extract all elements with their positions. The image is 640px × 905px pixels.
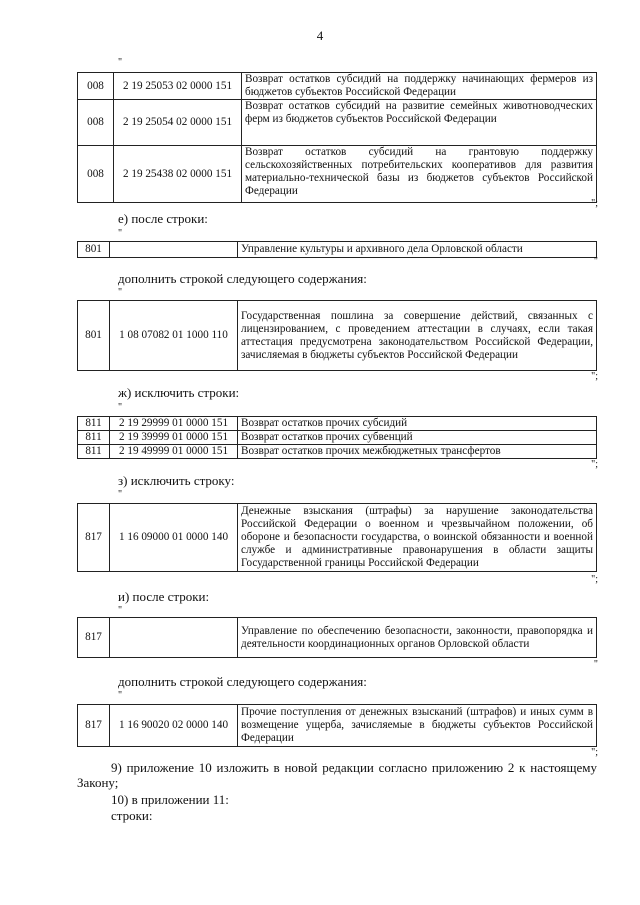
table-5: [77, 503, 597, 572]
table-cell-code: 817: [78, 705, 110, 747]
table-row: [78, 417, 597, 431]
item-z: з) исключить строку:: [118, 473, 235, 488]
table-row: [78, 445, 597, 459]
table-cell-code: 817: [78, 618, 110, 658]
table-row: [78, 301, 597, 371]
table-cell-kbk: [110, 618, 238, 658]
item-e: е) после строки:: [118, 211, 208, 226]
table-cell-code: 801: [78, 301, 110, 371]
quote-close: ": [593, 659, 598, 670]
add-row-text: дополнить строкой следующего содержания:: [118, 674, 367, 689]
table-cell-name: Прочие поступления от денежных взысканий (штрафов) и иных сумм в возмещение ущерба, зачисляемые в бюджеты субъектов Российской Федерации: [238, 705, 597, 747]
table-3: [77, 300, 597, 371]
table-cell-code: 008: [78, 146, 114, 203]
table-cell-kbk: [110, 242, 238, 258]
quote-open: ": [118, 57, 123, 68]
table-cell-kbk: 2 19 49999 01 0000 151: [110, 445, 238, 459]
table-row: [78, 73, 597, 100]
quote-close: ";: [591, 747, 598, 758]
table-1: [77, 72, 597, 203]
page-number: 4: [316, 28, 324, 43]
table-cell-kbk: 1 08 07082 01 1000 110: [110, 301, 238, 371]
quote-open: ": [118, 605, 123, 616]
quote-open: ": [118, 402, 123, 413]
table-row: [78, 146, 597, 203]
table-4: [77, 416, 597, 459]
table-cell-code: 008: [78, 73, 114, 100]
table-2: [77, 241, 597, 258]
quote-open: ": [118, 690, 123, 701]
table-cell-code: 008: [78, 100, 114, 146]
table-cell-code: 817: [78, 504, 110, 572]
table-row: [78, 504, 597, 572]
add-row-text: дополнить строкой следующего содержания:: [118, 271, 367, 286]
item-zh: ж) исключить строки:: [118, 385, 240, 400]
table-cell-code: 811: [78, 431, 110, 445]
table-cell-name: Управление по обеспечению безопасности, законности, правопорядка и деятельности координационных органов Орловской области: [238, 618, 597, 658]
paragraph-rows: строки:: [111, 808, 153, 823]
table-cell-kbk: 1 16 09000 01 0000 140: [110, 504, 238, 572]
table-cell-kbk: 2 19 39999 01 0000 151: [110, 431, 238, 445]
table-cell-kbk: 2 19 25438 02 0000 151: [114, 146, 242, 203]
quote-open: ": [118, 287, 123, 298]
table-cell-kbk: 2 19 29999 01 0000 151: [110, 417, 238, 431]
table-cell-kbk: 2 19 25054 02 0000 151: [114, 100, 242, 146]
table-row: [78, 100, 597, 146]
quote-close: ";: [591, 459, 598, 470]
table-cell-code: 811: [78, 417, 110, 431]
table-cell-name: Денежные взыскания (штрафы) за нарушение законодательства Российской Федерации о военном и чрезвычайном положении, об обороне и безопасности государства, о воинской обязанности и военной службе и административные правонарушения в области защиты Государственной границы Российской Федерации: [238, 504, 597, 572]
table-row: [78, 242, 597, 258]
table-cell-code: 811: [78, 445, 110, 459]
paragraph-9: 9) приложение 10 изложить в новой редакции согласно приложению 2 к настоящему Закону;: [77, 760, 597, 790]
table-cell-name: Возврат остатков субсидий на грантовую поддержку сельскохозяйственных потребительских кооперативов для развития материально-технической базы из бюджетов субъектов Российской Федерации: [242, 146, 597, 203]
table-cell-kbk: 1 16 90020 02 0000 140: [110, 705, 238, 747]
table-cell-name: Возврат остатков прочих субвенций: [238, 431, 597, 445]
table-row: [78, 431, 597, 445]
quote-close: ";: [591, 371, 598, 382]
table-cell-name: Возврат остатков прочих субсидий: [238, 417, 597, 431]
table-cell-name: Управление культуры и архивного дела Орловской области: [238, 242, 597, 258]
quote-close: ";: [591, 198, 598, 209]
table-row: [78, 618, 597, 658]
quote-open: ": [118, 489, 123, 500]
quote-close: ": [593, 256, 598, 267]
table-cell-name: Государственная пошлина за совершение действий, связанных с лицензированием, с проведением аттестации в случаях, если такая аттестация предусмотрена законодательством Российской Федерации, зачисляемая в бюджеты субъектов Российской Федерации: [238, 301, 597, 371]
table-cell-kbk: 2 19 25053 02 0000 151: [114, 73, 242, 100]
table-6: [77, 617, 597, 658]
table-cell-name: Возврат остатков прочих межбюджетных трансфертов: [238, 445, 597, 459]
item-i: и) после строки:: [118, 589, 210, 604]
table-cell-name: Возврат остатков субсидий на поддержку начинающих фермеров из бюджетов субъектов Российской Федерации: [242, 73, 597, 100]
table-7: [77, 704, 597, 747]
table-cell-name: Возврат остатков субсидий на развитие семейных животноводческих ферм из бюджетов субъектов Российской Федерации: [242, 100, 597, 146]
table-row: [78, 705, 597, 747]
paragraph-10: 10) в приложении 11:: [111, 792, 229, 807]
quote-open: ": [118, 228, 123, 239]
quote-close: ";: [591, 574, 598, 585]
table-cell-code: 801: [78, 242, 110, 258]
